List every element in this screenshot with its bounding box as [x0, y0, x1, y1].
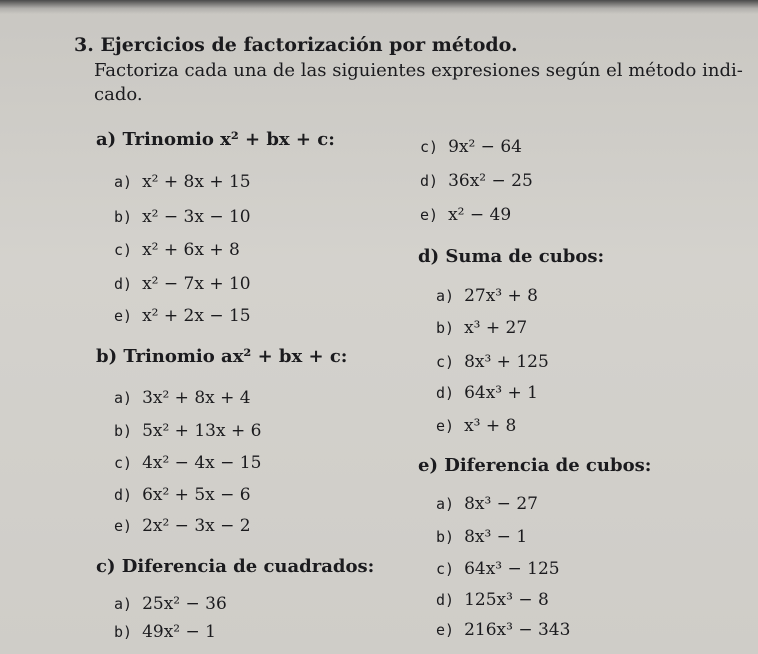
item-expression: x² + 6x + 8: [142, 240, 240, 260]
item-expression: x³ + 27: [464, 318, 528, 338]
item-label: a): [436, 495, 455, 513]
section-c-item-c: [420, 137, 522, 157]
section-e-item-d: [436, 590, 549, 610]
photo-top-edge: [0, 0, 758, 14]
item-expression: 9x² − 64: [448, 137, 522, 157]
item-label: b): [114, 623, 133, 641]
section-a-item-e: [114, 306, 251, 326]
item-label: d): [114, 275, 133, 293]
item-label: e): [114, 517, 133, 535]
item-expression: 25x² − 36: [142, 594, 227, 614]
item-expression: 2x² − 3x − 2: [142, 516, 251, 536]
item-label: d): [114, 486, 133, 504]
item-expression: 36x² − 25: [448, 171, 533, 191]
section-b-title: b) Trinomio ax² + bx + c:: [96, 346, 348, 367]
section-a-item-c: [114, 240, 240, 260]
item-label: d): [420, 172, 439, 190]
item-label: c): [436, 560, 455, 578]
item-label: b): [114, 422, 133, 440]
section-a-item-a: [114, 172, 251, 192]
section-b-item-a: [114, 388, 251, 408]
item-expression: 49x² − 1: [142, 622, 216, 642]
item-expression: x² − 3x − 10: [142, 207, 251, 227]
item-label: d): [436, 591, 455, 609]
item-label: e): [114, 307, 133, 325]
item-label: a): [114, 595, 133, 613]
section-d-item-c: [436, 352, 549, 372]
instructions-line-2: cado.: [94, 84, 143, 105]
item-expression: 64x³ + 1: [464, 383, 538, 403]
item-expression: 27x³ + 8: [464, 286, 538, 306]
section-b-item-e: [114, 516, 251, 536]
item-expression: x³ + 8: [464, 416, 517, 436]
section-e-item-e: [436, 620, 570, 640]
item-label: b): [436, 319, 455, 337]
item-expression: 216x³ − 343: [464, 620, 571, 640]
item-expression: 3x² + 8x + 4: [142, 388, 251, 408]
item-expression: x² − 7x + 10: [142, 274, 251, 294]
section-b-item-b: [114, 421, 261, 441]
section-c-title: c) Diferencia de cuadrados:: [96, 556, 375, 577]
item-expression: x² + 2x − 15: [142, 306, 251, 326]
item-label: a): [114, 389, 133, 407]
item-label: b): [114, 208, 133, 226]
section-c-item-a: [114, 594, 227, 614]
item-expression: x² − 49: [448, 205, 512, 225]
item-label: e): [436, 417, 455, 435]
section-d-item-e: [436, 416, 516, 436]
item-label: e): [420, 206, 439, 224]
section-b-item-c: [114, 453, 261, 473]
section-a-item-b: [114, 207, 251, 227]
item-label: c): [420, 138, 439, 156]
section-d-item-a: [436, 286, 538, 306]
item-expression: 64x³ − 125: [464, 559, 560, 579]
section-d-title: d) Suma de cubos:: [418, 246, 605, 267]
item-label: c): [436, 353, 455, 371]
exercise-title: 3. Ejercicios de factorización por método.: [74, 34, 518, 56]
item-expression: 125x³ − 8: [464, 590, 549, 610]
item-expression: 8x³ − 27: [464, 494, 538, 514]
section-b-item-d: [114, 485, 251, 505]
section-c-item-d: [420, 171, 533, 191]
section-c-item-b: [114, 622, 216, 642]
section-e-item-a: [436, 494, 538, 514]
item-label: b): [436, 528, 455, 546]
item-expression: 5x² + 13x + 6: [142, 421, 262, 441]
section-c-item-e: [420, 205, 511, 225]
section-e-item-b: [436, 527, 527, 547]
item-label: d): [436, 384, 455, 402]
item-label: a): [436, 287, 455, 305]
section-a-title: a) Trinomio x² + bx + c:: [96, 129, 335, 150]
item-expression: 8x³ − 1: [464, 527, 528, 547]
section-a-item-d: [114, 274, 251, 294]
item-expression: 4x² − 4x − 15: [142, 453, 262, 473]
item-label: c): [114, 241, 133, 259]
section-e-title: e) Diferencia de cubos:: [418, 455, 652, 476]
section-d-item-d: [436, 383, 538, 403]
section-e-item-c: [436, 559, 560, 579]
item-label: c): [114, 454, 133, 472]
section-d-item-b: [436, 318, 527, 338]
item-expression: x² + 8x + 15: [142, 172, 251, 192]
instructions-line-1: Factoriza cada una de las siguientes expresiones según el método indi-: [94, 60, 743, 81]
item-expression: 6x² + 5x − 6: [142, 485, 251, 505]
item-label: a): [114, 173, 133, 191]
item-label: e): [436, 621, 455, 639]
item-expression: 8x³ + 125: [464, 352, 549, 372]
